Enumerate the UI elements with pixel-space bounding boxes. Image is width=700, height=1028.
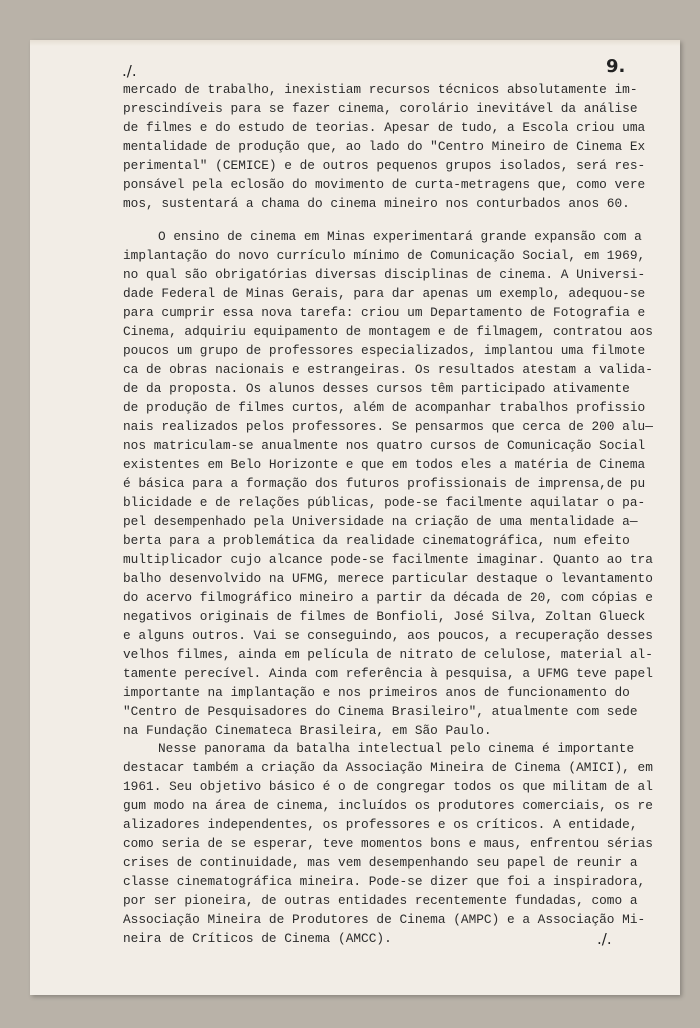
text-line: multiplicador cujo alcance pode-se facilmente imaginar. Quanto ao tra bbox=[123, 552, 653, 567]
text-line: crises de continuidade, mas vem desempenhando seu papel de reunir a bbox=[123, 855, 638, 870]
text-line: neira de Críticos de Cinema (AMCC). bbox=[123, 931, 392, 946]
text-line: nos matriculam-se anualmente nos quatro cursos de Comunicação Social bbox=[123, 438, 646, 453]
text-line: berta para a problemática da realidade cinematográfica, num efeito bbox=[123, 533, 630, 548]
text-line: de filmes e do estudo de teorias. Apesar de tudo, a Escola criou uma bbox=[123, 120, 646, 135]
text-line: existentes em Belo Horizonte e que em todos eles a matéria de Cinema bbox=[123, 457, 646, 472]
text-line: mercado de trabalho, inexistiam recursos técnicos absolutamente im- bbox=[123, 82, 638, 97]
text-line: no qual são obrigatórias diversas disciplinas de cinema. A Universi- bbox=[123, 267, 646, 282]
text-line: importante na implantação e nos primeiros anos de funcionamento do bbox=[123, 685, 630, 700]
text-line: implantação do novo currículo mínimo de Comunicação Social, em 1969, bbox=[123, 248, 646, 263]
text-line: tamente perecível. Ainda com referência à pesquisa, a UFMG teve papel bbox=[123, 666, 653, 681]
text-line: 1961. Seu objetivo básico é o de congregar todos os que militam de al bbox=[123, 779, 653, 794]
text-line: do acervo filmográfico mineiro a partir da década de 20, com cópias e bbox=[123, 590, 653, 605]
continuation-mark-top: ./. bbox=[122, 62, 137, 80]
text-line: de produção de filmes curtos, além de acompanhar trabalhos profissio bbox=[123, 400, 646, 415]
text-line: classe cinematográfica mineira. Pode-se dizer que foi a inspiradora, bbox=[123, 874, 646, 889]
text-line: pel desempenhado pela Universidade na criação de uma mentalidade a— bbox=[123, 514, 638, 529]
text-line: alizadores independentes, os professores e os críticos. A entidade, bbox=[123, 817, 638, 832]
text-line: de da proposta. Os alunos desses cursos têm participado ativamente bbox=[123, 381, 630, 396]
text-line: mos, sustentará a chama do cinema mineiro nos conturbados anos 60. bbox=[123, 196, 630, 211]
text-line: Nesse panorama da batalha intelectual pelo cinema é importante bbox=[158, 741, 635, 756]
text-line: prescindíveis para se fazer cinema, corolário inevitável da análise bbox=[123, 101, 638, 116]
text-line: destacar também a criação da Associação Mineira de Cinema (AMICI), em bbox=[123, 760, 653, 775]
text-line: e alguns outros. Vai se conseguindo, aos poucos, a recuperação desses bbox=[123, 628, 653, 643]
text-line: blicidade e de relações públicas, pode-se facilmente aquilatar o pa- bbox=[123, 495, 646, 510]
text-line: velhos filmes, ainda em película de nitrato de celulose, material al- bbox=[123, 647, 653, 662]
text-line: é básica para a formação dos futuros profissionais de imprensa,de pu bbox=[123, 476, 646, 491]
text-line: ca de obras nacionais e estrangeiras. Os resultados atestam a valida- bbox=[123, 362, 653, 377]
text-line: negativos originais de filmes de Bonfioli, José Silva, Zoltan Glueck bbox=[123, 609, 646, 624]
text-line: perimental" (CEMICE) e de outros pequenos grupos isolados, será res- bbox=[123, 158, 646, 173]
text-line: balho desenvolvido na UFMG, merece particular destaque o levantamento bbox=[123, 571, 653, 586]
text-line: mentalidade de produção que, ao lado do "Centro Mineiro de Cinema Ex bbox=[123, 139, 646, 154]
text-line: nais realizados pelos professores. Se pensarmos que cerca de 200 alu— bbox=[123, 419, 653, 434]
text-line: dade Federal de Minas Gerais, para dar apenas um exemplo, adequou-se bbox=[123, 286, 646, 301]
text-line: "Centro de Pesquisadores do Cinema Brasileiro", atualmente com sede bbox=[123, 704, 638, 719]
text-line: O ensino de cinema em Minas experimentará grande expansão com a bbox=[158, 229, 642, 244]
text-line: para cumprir essa nova tarefa: criou um Departamento de Fotografia e bbox=[123, 305, 646, 320]
text-line: gum modo na área de cinema, incluídos os produtores comerciais, os re bbox=[123, 798, 653, 813]
text-line: por ser pioneira, de outras entidades recentemente fundadas, como a bbox=[123, 893, 638, 908]
text-line: como seria de se esperar, teve momentos bons e maus, enfrentou sérias bbox=[123, 836, 653, 851]
continuation-mark-bottom: ./. bbox=[597, 930, 612, 948]
text-line: poucos um grupo de professores especializados, implantou uma filmote bbox=[123, 343, 646, 358]
text-line: ponsável pela eclosão do movimento de curta-metragens que, como vere bbox=[123, 177, 646, 192]
text-line: Cinema, adquiriu equipamento de montagem e de filmagem, contratou aos bbox=[123, 324, 653, 339]
text-line: Associação Mineira de Produtores de Cinema (AMPC) e a Associação Mi- bbox=[123, 912, 646, 927]
page-number: 9. bbox=[606, 56, 626, 77]
text-line: na Fundação Cinemateca Brasileira, em São Paulo. bbox=[123, 723, 492, 738]
